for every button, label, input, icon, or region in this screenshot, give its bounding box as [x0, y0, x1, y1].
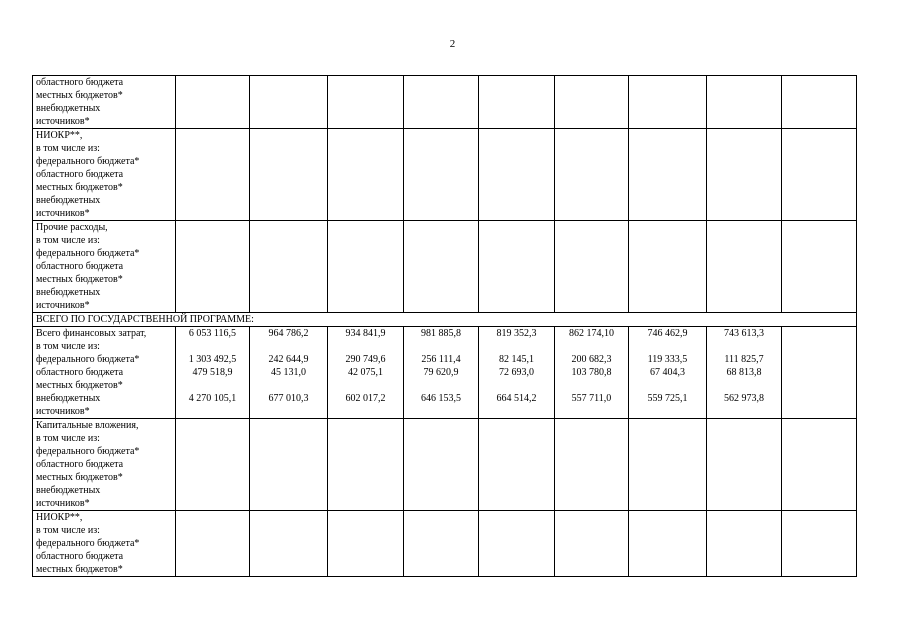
value-cell	[555, 327, 629, 419]
value-text: 562 973,8	[724, 393, 764, 404]
empty-cell	[629, 221, 707, 313]
value-cell	[629, 327, 707, 419]
section-title: ВСЕГО ПО ГОСУДАРСТВЕННОЙ ПРОГРАММЕ:	[33, 313, 857, 327]
value-cell	[479, 327, 555, 419]
row-label-line: местных бюджетов*	[36, 472, 123, 483]
row-after-label-cell	[33, 419, 176, 511]
row-label-line: внебюджетных	[36, 103, 101, 114]
budget-table	[32, 75, 857, 577]
value-text: 42 075,1	[348, 367, 383, 378]
value-spacer	[555, 340, 628, 353]
row-label-cell	[33, 76, 176, 129]
value-text: 119 333,5	[647, 354, 688, 365]
value-text: 79 620,9	[423, 367, 459, 378]
value-text: 819 352,3	[496, 328, 537, 339]
value-text: 72 693,0	[499, 367, 534, 378]
value-cell	[328, 327, 404, 419]
value-text: 67 404,3	[650, 367, 685, 378]
empty-cell	[479, 129, 555, 221]
value-spacer	[555, 379, 628, 392]
empty-cell	[782, 76, 857, 129]
value-spacer	[707, 379, 781, 392]
value-spacer	[328, 340, 403, 353]
value-text: 557 711,0	[571, 393, 612, 404]
value-text: 6 053 116,5	[188, 328, 237, 339]
row-label-line: в том числе из:	[36, 433, 100, 444]
empty-cell	[782, 221, 857, 313]
value-spacer	[629, 340, 706, 353]
table-row	[33, 221, 857, 313]
value-text: 934 841,9	[345, 328, 386, 339]
empty-cell	[176, 76, 250, 129]
value-text: 111 825,7	[724, 354, 764, 365]
value-text: 746 462,9	[647, 328, 688, 339]
value-spacer	[176, 340, 249, 353]
empty-cell	[404, 419, 479, 511]
value-spacer	[176, 379, 249, 392]
empty-cell	[782, 419, 857, 511]
value-text: 862 174,10	[569, 328, 614, 339]
row-label-line: федерального бюджета*	[36, 538, 140, 549]
empty-cell	[328, 419, 404, 511]
empty-cell	[250, 221, 328, 313]
total-row	[33, 327, 857, 419]
row-label-line: местных бюджетов*	[36, 380, 123, 391]
row-label-line: Капитальные вложения,	[36, 420, 139, 431]
empty-cell	[555, 221, 629, 313]
value-text: 1 303 492,5	[188, 354, 237, 365]
value-text: 677 010,3	[268, 393, 309, 404]
empty-cell	[176, 221, 250, 313]
value-spacer	[479, 340, 554, 353]
row-label-line: в том числе из:	[36, 235, 100, 246]
total-label-cell	[33, 327, 176, 419]
empty-cell	[479, 511, 555, 577]
table-row	[33, 419, 857, 511]
empty-cell	[555, 419, 629, 511]
value-spacer	[404, 379, 478, 392]
value-text: 68 813,8	[726, 367, 762, 378]
row-label-line: областного бюджета	[36, 77, 124, 88]
value-text: 559 725,1	[647, 393, 688, 404]
row-label-line: источников*	[36, 498, 90, 509]
row-label-line: источников*	[36, 116, 90, 127]
empty-cell	[250, 419, 328, 511]
value-text: 4 270 105,1	[188, 393, 237, 404]
empty-cell	[782, 511, 857, 577]
row-label-line: областного бюджета	[36, 459, 124, 470]
empty-cell	[176, 419, 250, 511]
empty-cell	[176, 129, 250, 221]
empty-cell	[404, 76, 479, 129]
row-label-line: источников*	[36, 300, 90, 311]
empty-cell	[404, 221, 479, 313]
value-spacer	[250, 379, 327, 392]
value-text: 602 017,2	[345, 393, 386, 404]
value-spacer	[250, 340, 327, 353]
empty-cell	[555, 76, 629, 129]
row-label-line: Всего финансовых затрат,	[36, 328, 147, 339]
row-label-line: внебюджетных	[36, 195, 101, 206]
row-label-cell	[33, 129, 176, 221]
row-label-line: областного бюджета	[36, 367, 124, 378]
value-text: 664 514,2	[496, 393, 537, 404]
row-label-line: источников*	[36, 406, 90, 417]
row-label-line: федерального бюджета*	[36, 248, 140, 259]
value-text: 290 749,6	[345, 354, 386, 365]
row-after-label-cell	[33, 511, 176, 577]
row-label-line: областного бюджета	[36, 551, 124, 562]
value-text: 981 885,8	[421, 328, 461, 339]
value-spacer	[707, 340, 781, 353]
page-number: 2	[449, 38, 456, 50]
value-text: 479 518,9	[192, 367, 233, 378]
row-label-line: областного бюджета	[36, 261, 124, 272]
empty-cell	[707, 511, 782, 577]
empty-cell	[555, 511, 629, 577]
empty-cell	[707, 419, 782, 511]
empty-cell	[328, 221, 404, 313]
empty-cell	[782, 327, 857, 419]
table-body	[33, 76, 857, 577]
row-label-cell	[33, 221, 176, 313]
table-row	[33, 511, 857, 577]
empty-cell	[629, 129, 707, 221]
value-spacer	[629, 379, 706, 392]
value-spacer	[404, 340, 478, 353]
value-spacer	[328, 379, 403, 392]
value-cell	[707, 327, 782, 419]
empty-cell	[328, 511, 404, 577]
value-text: 82 145,1	[499, 354, 534, 365]
value-text: 200 682,3	[571, 354, 612, 365]
empty-cell	[404, 129, 479, 221]
row-label-line: НИОКР**,	[36, 512, 83, 523]
row-label-line: местных бюджетов*	[36, 564, 123, 575]
empty-cell	[707, 129, 782, 221]
section-title-row	[33, 313, 857, 327]
value-text: 743 613,3	[724, 328, 764, 339]
value-cell	[250, 327, 328, 419]
empty-cell	[404, 511, 479, 577]
empty-cell	[629, 76, 707, 129]
value-text: 646 153,5	[421, 393, 461, 404]
value-cell	[404, 327, 479, 419]
empty-cell	[629, 419, 707, 511]
row-label-line: в том числе из:	[36, 525, 100, 536]
row-label-line: внебюджетных	[36, 485, 101, 496]
row-label-line: местных бюджетов*	[36, 90, 123, 101]
value-text: 103 780,8	[571, 367, 612, 378]
row-label-line: в том числе из:	[36, 341, 100, 352]
empty-cell	[479, 419, 555, 511]
row-label-line: НИОКР**,	[36, 130, 83, 141]
empty-cell	[479, 221, 555, 313]
empty-cell	[629, 511, 707, 577]
empty-cell	[250, 76, 328, 129]
table-row	[33, 129, 857, 221]
row-label-line: в том числе из:	[36, 143, 100, 154]
empty-cell	[707, 76, 782, 129]
row-label-line: внебюджетных	[36, 393, 101, 404]
empty-cell	[479, 76, 555, 129]
value-text: 256 111,4	[421, 354, 461, 365]
empty-cell	[250, 129, 328, 221]
empty-cell	[176, 511, 250, 577]
value-text: 242 644,9	[268, 354, 309, 365]
row-label-line: местных бюджетов*	[36, 274, 123, 285]
table-row	[33, 76, 857, 129]
empty-cell	[328, 129, 404, 221]
empty-cell	[250, 511, 328, 577]
empty-cell	[707, 221, 782, 313]
empty-cell	[782, 129, 857, 221]
row-label-line: федерального бюджета*	[36, 156, 140, 167]
value-text: 964 786,2	[268, 328, 309, 339]
empty-cell	[328, 76, 404, 129]
value-spacer	[479, 379, 554, 392]
empty-cell	[555, 129, 629, 221]
row-label-line: источников*	[36, 208, 90, 219]
row-label-line: внебюджетных	[36, 287, 101, 298]
row-label-line: федерального бюджета*	[36, 446, 140, 457]
value-cell	[176, 327, 250, 419]
row-label-line: федерального бюджета*	[36, 354, 140, 365]
row-label-line: областного бюджета	[36, 169, 124, 180]
value-text: 45 131,0	[271, 367, 306, 378]
row-label-line: местных бюджетов*	[36, 182, 123, 193]
row-label-line: Прочие расходы,	[36, 222, 108, 233]
